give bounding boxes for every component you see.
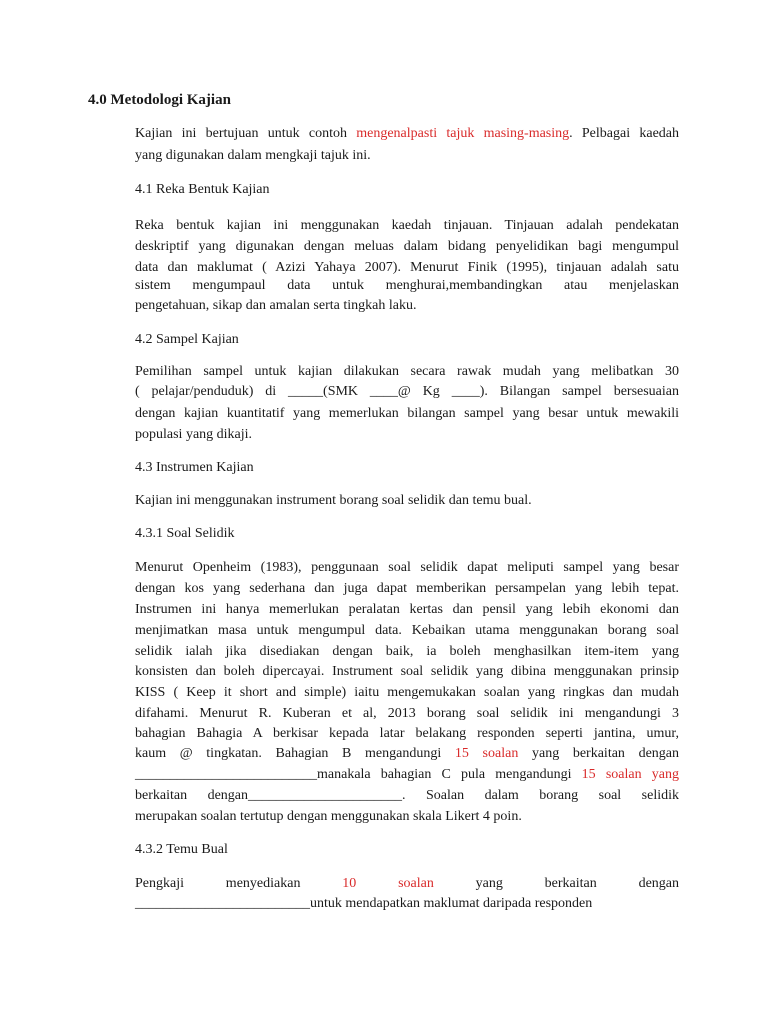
- paragraph-line: Menurut Openheim (1983), penggunaan soal selidik dapat meliputi sampel yang besar: [135, 560, 679, 575]
- paragraph-line: data dan maklumat ( Azizi Yahaya 2007). Menurut Finik (1995), tinjauan adalah satu: [135, 260, 679, 275]
- highlight-text: mengenalpasti tajuk masing-masing: [356, 126, 570, 141]
- intro-line-2: yang digunakan dalam mengkaji tajuk ini.: [135, 148, 371, 163]
- paragraph-line: dengan kajian kuantitatif yang memerlukan bilangan sampel yang besar untuk mewakili: [135, 406, 679, 421]
- paragraph-line: Pemilihan sampel untuk kajian dilakukan secara rawak mudah yang melibatkan 30: [135, 364, 679, 379]
- paragraph-line: populasi yang dikaji.: [135, 427, 253, 442]
- paragraph-line: sistem mengumpaul data untuk menghurai,membandingkan atau menjelaskan: [135, 278, 679, 293]
- paragraph-line: KISS ( Keep it short and simple) iaitu mengemukakan soalan yang ringkas dan mudah: [135, 685, 679, 700]
- subsection-title-4-2: 4.2 Sampel Kajian: [135, 332, 239, 347]
- paragraph-text: yang berkaitan dengan: [475, 876, 680, 891]
- paragraph-line: Instrumen ini hanya memerlukan peralatan kertas dan pensil yang lebih ekonomi dan: [135, 602, 679, 617]
- paragraph-line: dengan kos yang sederhana dan juga dapat memberikan persampelan yang lebih tepat.: [135, 581, 679, 596]
- paragraph-line: deskriptif yang digunakan dengan meluas dalam bidang penyelidikan bagi mengumpul: [135, 239, 679, 254]
- highlight-text: 10 soalan: [342, 876, 434, 891]
- paragraph-line-highlight: [135, 744, 679, 764]
- section-heading: 4.0 Metodologi Kajian: [88, 92, 231, 108]
- subsection-title-4-3-2: 4.3.2 Temu Bual: [135, 842, 228, 857]
- paragraph-line: konsisten dan boleh dipercayai. Instrument soal selidik yang dibina menggunakan prinsip: [135, 664, 679, 679]
- paragraph-text: __________________________manakala bahagian C pula mengandungi: [135, 767, 572, 782]
- paragraph-text: yang berkaitan dengan: [531, 746, 680, 761]
- subsection-title-4-3-1: 4.3.1 Soal Selidik: [135, 526, 235, 541]
- intro-line-1: [135, 124, 679, 144]
- paragraph-text: Pengkaji menyediakan: [135, 876, 301, 891]
- highlight-text: 15 soalan yang: [581, 767, 679, 782]
- paragraph-line: berkaitan dengan______________________. Soalan dalam borang soal selidik: [135, 788, 679, 803]
- subsection-title-4-1: 4.1 Reka Bentuk Kajian: [135, 182, 270, 197]
- paragraph-line: selidik ialah jika disediakan dengan baik, ia boleh menghasilkan item-item yang: [135, 644, 679, 659]
- highlight-text: 15 soalan: [454, 746, 519, 761]
- paragraph-line: ( pelajar/penduduk) di _____(SMK ____@ Kg ____). Bilangan sampel bersesuaian: [135, 384, 679, 399]
- subsection-title-4-3: 4.3 Instrumen Kajian: [135, 460, 254, 475]
- paragraph-line: difahami. Menurut R. Kuberan et al, 2013 borang soal selidik ini mengandungi 3: [135, 706, 679, 721]
- paragraph-line: pengetahuan, sikap dan amalan serta tingkah laku.: [135, 298, 417, 313]
- paragraph-line: bahagian Bahagia A berkisar kepada latar belakang responden seperti jantina, umur,: [135, 726, 679, 741]
- intro-text: Kajian ini bertujuan untuk contoh: [135, 126, 347, 141]
- paragraph-text: kaum @ tingkatan. Bahagian B mengandungi: [135, 746, 442, 761]
- paragraph-line-highlight: [135, 765, 679, 785]
- intro-text: . Pelbagai kaedah: [569, 126, 679, 141]
- paragraph-line: _________________________untuk mendapatkan maklumat daripada responden: [135, 896, 593, 911]
- paragraph-line: menjimatkan masa untuk mengumpul data. Kebaikan utama menggunakan borang soal: [135, 623, 679, 638]
- paragraph-line-highlight: [135, 874, 679, 894]
- paragraph-line: Kajian ini menggunakan instrument borang soal selidik dan temu bual.: [135, 493, 532, 508]
- paragraph-line: merupakan soalan tertutup dengan menggunakan skala Likert 4 poin.: [135, 809, 522, 824]
- paragraph-line: Reka bentuk kajian ini menggunakan kaedah tinjauan. Tinjauan adalah pendekatan: [135, 218, 679, 233]
